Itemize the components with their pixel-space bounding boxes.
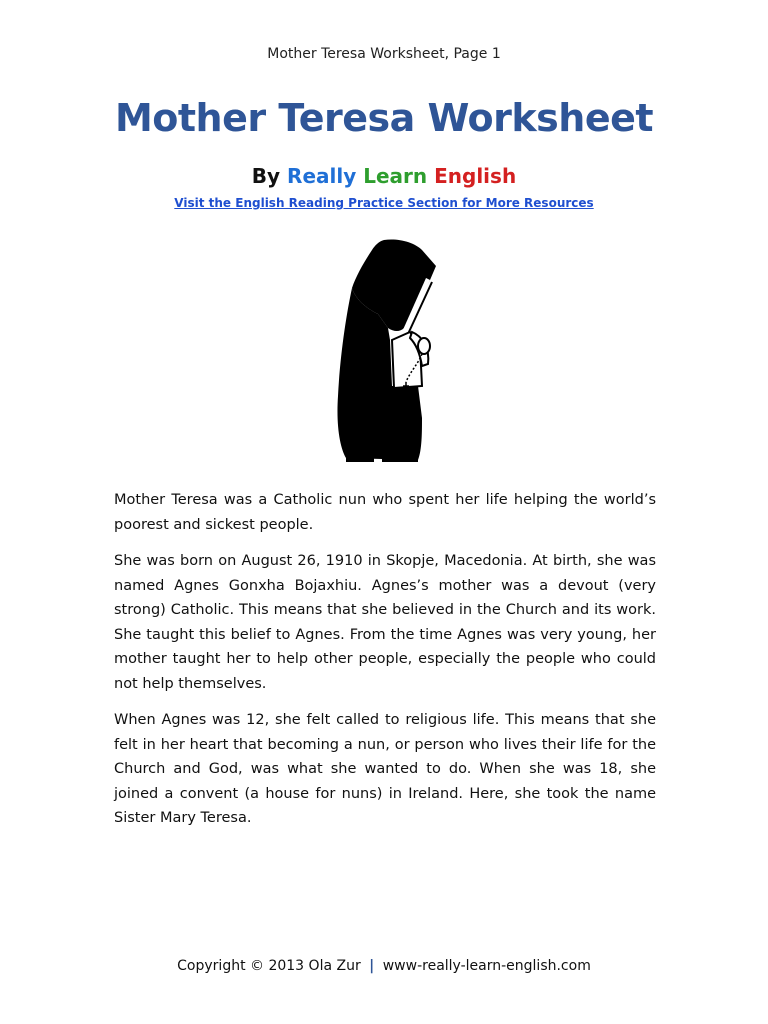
byline-learn: Learn [363,164,428,188]
byline-prefix: By [251,164,281,188]
byline-really: Really [287,164,357,188]
website-text: www-really-learn-english.com [382,958,591,974]
paragraph-1: Mother Teresa was a Catholic nun who spent her life helping the world’s poorest and sickest people. [114,492,656,533]
nun-figure [326,236,446,466]
footer-separator: | [369,958,375,974]
reading-practice-link[interactable]: Visit the English Reading Practice Section for More Resources [174,196,594,210]
paragraph-3: When Agnes was 12, she felt called to religious life. This means that she felt in her heart that becoming a nun, or person who lives their life for the Church and God, was what she wanted to do. When she was 18, she joined a convent (a house for nuns) in Ireland. Here, she took the name Sister Mary Teresa. [114,712,656,826]
page-title: Mother Teresa Worksheet [114,96,654,140]
byline-english: English [434,164,517,188]
running-header: Mother Teresa Worksheet, Page 1 [267,46,501,62]
paragraph-2: She was born on August 26, 1910 in Skopje, Macedonia. At birth, she was named Agnes Gonxha Bojaxhiu. Agnes’s mother was a devout (very strong) Catholic. This means that she believed in the Church and its work. She taught this belief to Agnes. From the time Agnes was very young, her mother taught her to help other people, especially the people who could not help themselves. [114,553,656,692]
article-body [114,488,656,843]
nun-silhouette-icon [326,236,446,466]
resource-link-container [0,196,768,210]
copyright-text: Copyright © 2013 Ola Zur [177,958,361,974]
page-footer [0,958,768,974]
byline [0,164,768,188]
